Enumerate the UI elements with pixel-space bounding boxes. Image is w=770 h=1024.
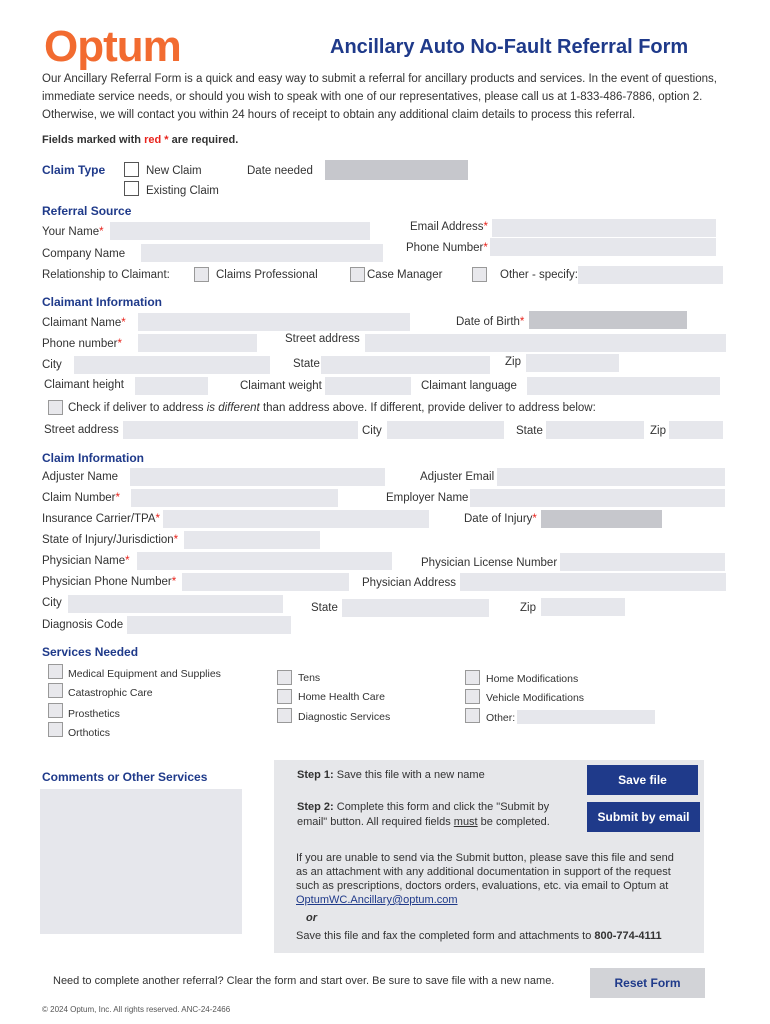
required-red-word: red * — [144, 134, 169, 146]
step2-text — [297, 800, 577, 830]
existing-claim-checkbox[interactable] — [124, 181, 139, 196]
deliver-state-label: State — [516, 425, 543, 437]
new-claim-label: New Claim — [146, 165, 202, 177]
diagnosis-field[interactable] — [127, 616, 291, 634]
physician-phone-text: Physician Phone Number — [42, 576, 172, 588]
license-field[interactable] — [560, 553, 725, 571]
fax-prefix: Save this file and fax the completed form and attachments to — [296, 930, 595, 942]
intro-line: Otherwise, we will contact you within 24 hours of receipt to obtain any additional claim details to process this referral. — [42, 109, 636, 121]
case-manager-label: Case Manager — [367, 269, 443, 281]
claimant-phone-field[interactable] — [138, 334, 257, 352]
service-checkbox[interactable] — [465, 689, 480, 704]
service-tens: Tens — [298, 672, 321, 684]
service-checkbox[interactable] — [48, 664, 63, 679]
employer-field[interactable] — [470, 489, 725, 507]
claimant-name-text: Claimant Name — [42, 317, 122, 329]
other-checkbox[interactable] — [472, 267, 487, 282]
fax-text — [296, 929, 662, 944]
claims-professional-label: Claims Professional — [216, 269, 318, 281]
claimant-name-field[interactable] — [138, 313, 410, 331]
physician-name-label: Physician Name* — [42, 555, 130, 567]
relationship-label: Relationship to Claimant: — [42, 269, 170, 281]
physician-state-label: State — [311, 602, 338, 614]
physician-address-label: Physician Address — [362, 577, 456, 589]
service-orthotics: Orthotics — [68, 727, 111, 739]
service-checkbox[interactable] — [48, 683, 63, 698]
service-diagnostic: Diagnostic Services — [298, 711, 391, 723]
email-label: Email Address* — [410, 221, 488, 233]
claim-number-field[interactable] — [131, 489, 338, 507]
alt-line: If you are unable to send via the Submit button, please save this file and send — [296, 852, 674, 864]
deliver-zip-label: Zip — [650, 425, 666, 437]
claimant-info-heading: Claimant Information — [42, 295, 163, 309]
deliver-street-field[interactable] — [123, 421, 358, 439]
carrier-field[interactable] — [163, 510, 429, 528]
deliver-zip-field[interactable] — [669, 421, 723, 439]
step2-line2: email" button. All required fields — [297, 816, 454, 828]
page-title: Ancillary Auto No-Fault Referral Form — [330, 36, 689, 58]
claimant-state-label: State — [293, 358, 320, 370]
claim-number-label: Claim Number* — [42, 492, 120, 504]
diagnosis-label: Diagnosis Code — [42, 619, 124, 631]
company-label: Company Name — [42, 248, 126, 260]
step2-line2-end: be completed. — [477, 816, 550, 828]
claimant-weight-field[interactable] — [325, 377, 411, 395]
email-text: Email Address — [410, 221, 484, 233]
claimant-height-field[interactable] — [135, 377, 208, 395]
claimant-height-label: Claimant height — [44, 379, 124, 391]
your-name-label: Your Name* — [42, 226, 104, 238]
step1-bold: Step 1: — [297, 769, 334, 781]
service-catastrophic-care: Catastrophic Care — [68, 687, 153, 699]
physician-zip-field[interactable] — [541, 598, 625, 616]
save-file-button[interactable]: Save file — [587, 765, 698, 795]
employer-label: Employer Name — [386, 492, 469, 504]
comments-heading: Comments or Other Services — [42, 770, 208, 784]
claimant-phone-label: Phone number* — [42, 338, 122, 350]
adjuster-email-label: Adjuster Email — [420, 471, 495, 483]
required-note — [42, 134, 238, 146]
physician-city-label: City — [42, 597, 62, 609]
dob-field[interactable] — [529, 311, 687, 329]
service-checkbox[interactable] — [48, 703, 63, 718]
phone-text: Phone Number — [406, 242, 484, 254]
support-email-link[interactable]: OptumWC.Ancillary@optum.com — [296, 894, 458, 906]
step2-bold: Step 2: — [297, 801, 334, 813]
service-other-label: Other: — [486, 712, 516, 724]
date-needed-field[interactable] — [325, 160, 468, 180]
service-vehicle-modifications: Vehicle Modifications — [486, 692, 585, 704]
fax-number: 800-774-4111 — [594, 930, 662, 942]
physician-name-field[interactable] — [137, 552, 392, 570]
service-checkbox[interactable] — [277, 670, 292, 685]
service-checkbox[interactable] — [277, 689, 292, 704]
service-other-field[interactable] — [517, 710, 655, 724]
physician-state-field[interactable] — [342, 599, 489, 617]
service-checkbox[interactable] — [277, 708, 292, 723]
claim-type-heading: Claim Type — [42, 163, 106, 177]
claims-professional-checkbox[interactable] — [194, 267, 209, 282]
service-prosthetics: Prosthetics — [68, 708, 120, 720]
service-checkbox[interactable] — [465, 670, 480, 685]
claimant-name-label: Claimant Name* — [42, 317, 126, 329]
doi-text: Date of Injury — [464, 513, 533, 525]
physician-zip-label: Zip — [520, 602, 536, 614]
alt-instructions — [296, 851, 696, 907]
reset-form-button[interactable]: Reset Form — [590, 968, 705, 998]
claimant-phone-text: Phone number — [42, 338, 118, 350]
comments-textarea[interactable] — [40, 789, 242, 934]
claimant-zip-field[interactable] — [526, 354, 619, 372]
doi-field[interactable] — [541, 510, 662, 528]
state-injury-field[interactable] — [184, 531, 320, 549]
state-injury-label: State of Injury/Jurisdiction* — [42, 534, 179, 546]
claimant-zip-label: Zip — [505, 356, 521, 368]
claimant-street-label: Street address — [285, 333, 360, 345]
service-medical-equipment: Medical Equipment and Supplies — [68, 668, 221, 680]
physician-name-text: Physician Name — [42, 555, 126, 567]
claimant-weight-label: Claimant weight — [240, 380, 322, 392]
state-injury-text: State of Injury/Jurisdiction — [42, 534, 174, 546]
referral-source-heading: Referral Source — [42, 204, 132, 218]
step1-rest: Save this file with a new name — [333, 769, 485, 781]
company-field[interactable] — [141, 244, 383, 262]
dob-label: Date of Birth* — [456, 316, 525, 328]
phone-field[interactable] — [490, 238, 716, 256]
step1-text — [297, 768, 485, 783]
adjuster-name-field[interactable] — [130, 468, 385, 486]
alt-line: such as prescriptions, doctors orders, evaluations, etc. via email to Optum at — [296, 880, 669, 892]
copyright: © 2024 Optum, Inc. All rights reserved. ANC-24-2466 — [42, 1005, 231, 1014]
license-label: Physician License Number — [421, 557, 558, 569]
adjuster-email-field[interactable] — [497, 468, 725, 486]
deliver-text: Check if deliver to address — [68, 402, 207, 414]
required-suffix: are required. — [168, 134, 239, 146]
service-checkbox[interactable] — [465, 708, 480, 723]
email-field[interactable] — [492, 219, 716, 237]
carrier-text: Insurance Carrier/TPA — [42, 513, 156, 525]
service-checkbox[interactable] — [48, 722, 63, 737]
intro-line: Our Ancillary Referral Form is a quick and easy way to submit a referral for ancillary products and services. In the event of questions, — [42, 73, 717, 85]
service-home-modifications: Home Modifications — [486, 673, 579, 685]
physician-phone-label: Physician Phone Number* — [42, 576, 177, 588]
service-home-health-care: Home Health Care — [298, 691, 385, 703]
physician-city-field[interactable] — [68, 595, 283, 613]
deliver-italic: is different — [206, 402, 260, 414]
required-prefix: Fields marked with — [42, 134, 145, 146]
other-specify-field[interactable] — [578, 266, 723, 284]
deliver-city-label: City — [362, 425, 382, 437]
physician-phone-field[interactable] — [182, 573, 349, 591]
claimant-city-label: City — [42, 359, 62, 371]
adjuster-name-label: Adjuster Name — [42, 471, 119, 483]
intro-line: immediate service needs, or should you wish to speak with one of our representatives, please call us at 1-833-486-7886, option 2. — [42, 91, 703, 103]
doi-label: Date of Injury* — [464, 513, 537, 525]
deliver-city-field[interactable] — [387, 421, 504, 439]
deliver-address-label — [68, 402, 596, 414]
case-manager-checkbox[interactable] — [350, 267, 365, 282]
deliver-rest: than address above. If different, provide deliver to address below: — [259, 402, 596, 414]
existing-claim-label: Existing Claim — [146, 185, 219, 197]
intro-text — [42, 70, 732, 124]
or-text: or — [306, 912, 317, 924]
carrier-label: Insurance Carrier/TPA* — [42, 513, 161, 525]
claimant-language-label: Claimant language — [421, 380, 517, 392]
reset-note: Need to complete another referral? Clear the form and start over. Be sure to save file with a new name. — [53, 975, 555, 987]
submit-email-button[interactable]: Submit by email — [587, 802, 700, 832]
claimant-street-field[interactable] — [365, 334, 726, 352]
claimant-language-field[interactable] — [527, 377, 720, 395]
your-name-field[interactable] — [110, 222, 370, 240]
claimant-city-field[interactable] — [74, 356, 270, 374]
claim-info-heading: Claim Information — [42, 451, 145, 465]
phone-label: Phone Number* — [406, 242, 488, 254]
deliver-address-checkbox[interactable] — [48, 400, 63, 415]
deliver-street-label: Street address — [44, 424, 119, 436]
step2-must: must — [453, 816, 478, 828]
alt-line: as an attachment with any additional documentation in support of the request — [296, 866, 671, 878]
optum-logo: Optum — [44, 22, 181, 71]
new-claim-checkbox[interactable] — [124, 162, 139, 177]
physician-address-field[interactable] — [460, 573, 726, 591]
your-name-text: Your Name — [42, 226, 100, 238]
services-heading: Services Needed — [42, 645, 139, 659]
step2-line1: Complete this form and click the "Submit by — [333, 801, 550, 813]
claim-number-text: Claim Number — [42, 492, 116, 504]
dob-text: Date of Birth — [456, 316, 520, 328]
other-specify-label: Other - specify: — [500, 269, 578, 281]
deliver-state-field[interactable] — [546, 421, 644, 439]
date-needed-label: Date needed — [247, 165, 313, 177]
claimant-state-field[interactable] — [321, 356, 490, 374]
